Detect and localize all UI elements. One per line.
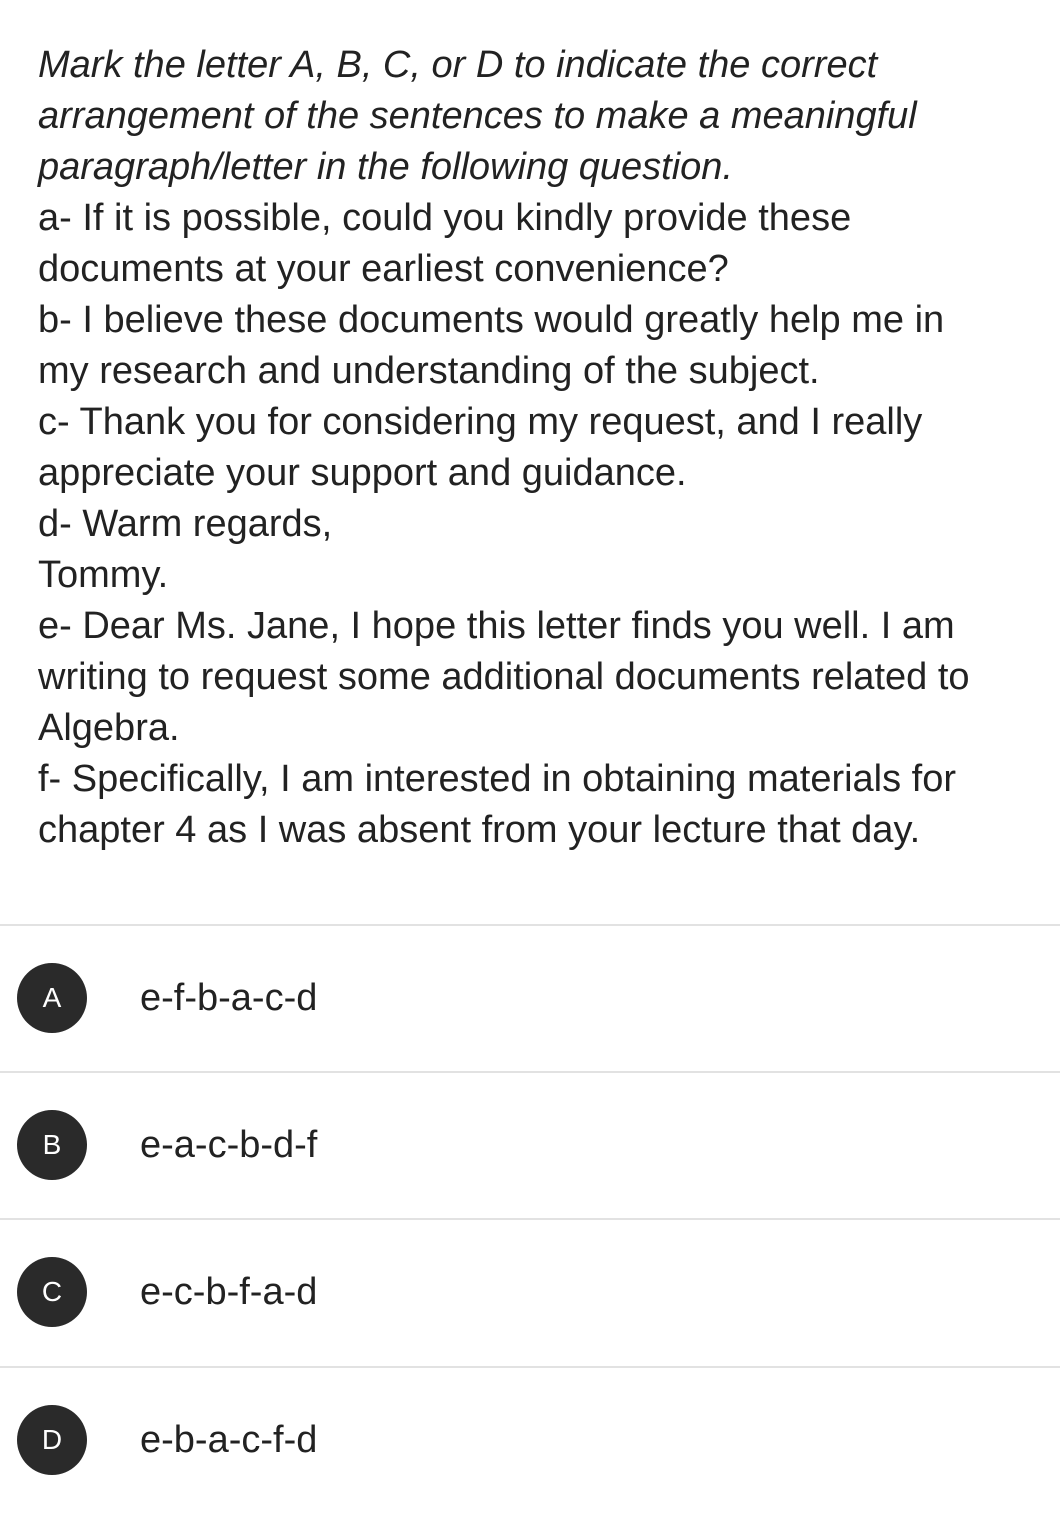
sentence-line: a- If it is possible, could you kindly provide these	[38, 197, 852, 239]
sentence-line: chapter 4 as I was absent from your lecture that day.	[38, 809, 921, 851]
option-b-text: e-a-c-b-d-f	[140, 1124, 318, 1166]
option-a-text: e-f-b-a-c-d	[140, 977, 318, 1019]
option-b-badge: B	[17, 1110, 87, 1180]
option-c-badge: C	[17, 1257, 87, 1327]
sentence-line: documents at your earliest convenience?	[38, 248, 729, 290]
sentence-line: Tommy.	[38, 554, 169, 596]
instruction-line: Mark the letter A, B, C, or D to indicate the correct	[38, 44, 878, 86]
sentence-line: writing to request some additional documents related to	[38, 656, 970, 698]
option-d-text: e-b-a-c-f-d	[140, 1419, 318, 1461]
option-b[interactable]	[0, 1073, 1060, 1218]
instruction-line: arrangement of the sentences to make a meaningful	[38, 95, 917, 137]
sentence-line: appreciate your support and guidance.	[38, 452, 687, 494]
sentence-line: f- Specifically, I am interested in obtaining materials for	[38, 758, 957, 800]
option-d-badge: D	[17, 1405, 87, 1475]
option-c[interactable]	[0, 1220, 1060, 1365]
instruction-line: paragraph/letter in the following question.	[38, 146, 734, 188]
sentence-line: b- I believe these documents would greatly help me in	[38, 299, 945, 341]
option-a-badge: A	[17, 963, 87, 1033]
option-c-text: e-c-b-f-a-d	[140, 1271, 318, 1313]
sentence-line: my research and understanding of the subject.	[38, 350, 820, 392]
option-d[interactable]	[0, 1368, 1060, 1513]
question-text	[38, 40, 1048, 856]
sentence-line: e- Dear Ms. Jane, I hope this letter finds you well. I am	[38, 605, 955, 647]
sentence-line: c- Thank you for considering my request, and I really	[38, 401, 923, 443]
sentence-line: d- Warm regards,	[38, 503, 333, 545]
option-a[interactable]	[0, 926, 1060, 1071]
sentence-line: Algebra.	[38, 707, 180, 749]
